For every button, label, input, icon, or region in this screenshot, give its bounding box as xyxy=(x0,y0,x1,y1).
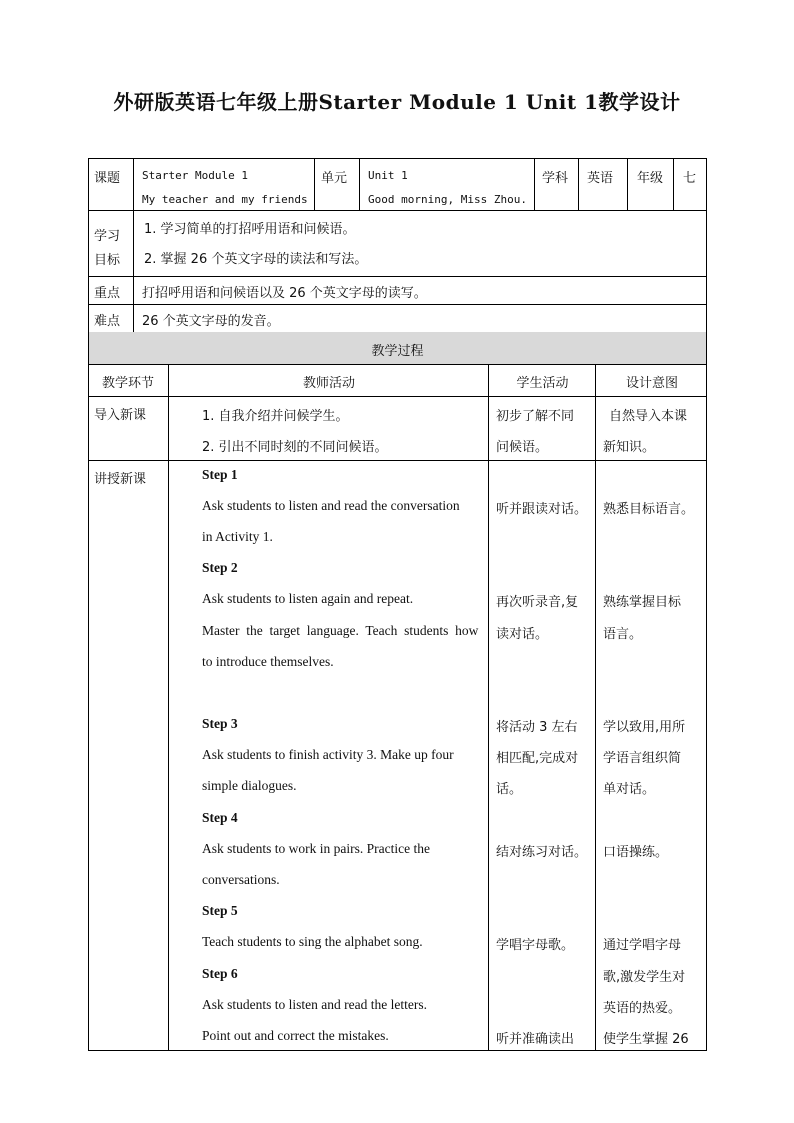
subject-value: 英语 xyxy=(587,171,614,186)
column-teacher: 教师活动 xyxy=(302,376,355,391)
teacher-activity-line: simple dialogues. xyxy=(202,778,297,793)
new-stage-cell xyxy=(88,460,168,1051)
topic-line2: My teacher and my friends xyxy=(142,193,308,206)
purpose-line: 学语言组织简 xyxy=(603,751,682,766)
step-heading: Step 5 xyxy=(202,903,238,918)
student-activity-line: 听并准确读出 xyxy=(496,1032,575,1047)
column-stage: 教学环节 xyxy=(101,376,154,391)
process-columns-row xyxy=(88,364,707,396)
teacher-activity-line: Ask students to work in pairs. Practice the xyxy=(202,841,430,856)
column-purpose: 设计意图 xyxy=(625,376,678,391)
document-title: 外研版英语七年级上册Starter Module 1 Unit 1教学设计 xyxy=(113,90,681,114)
new-stage-label: 讲授新课 xyxy=(94,472,147,487)
purpose-line: 学以致用,用所 xyxy=(603,720,686,735)
new-student-cell xyxy=(488,460,595,1051)
difficulties-label-cell xyxy=(88,304,133,332)
student-activity-line: 相匹配,完成对 xyxy=(496,751,579,766)
process-header: 教学过程 xyxy=(371,344,424,359)
new-teacher-cell xyxy=(168,460,488,1051)
objectives-content-cell xyxy=(133,210,707,276)
column-student-cell xyxy=(488,364,595,396)
objectives-label-line1: 学习 xyxy=(94,229,121,244)
intro-purpose-line: 自然导入本课 xyxy=(609,409,688,424)
key-points-content-cell xyxy=(133,276,707,304)
unit-line2: Good morning, Miss Zhou. xyxy=(368,193,527,206)
intro-teacher-line: 1. 自我介绍并问候学生。 xyxy=(202,409,349,424)
purpose-line: 英语的热爱。 xyxy=(603,1001,682,1016)
objectives-row xyxy=(88,210,707,276)
topic-label-cell xyxy=(88,158,133,210)
student-activity-line: 话。 xyxy=(496,782,523,797)
subject-value-cell xyxy=(578,158,627,210)
difficulties-row xyxy=(88,304,707,332)
column-stage-cell xyxy=(88,364,168,396)
process-header-row xyxy=(88,332,707,364)
key-points-label-cell xyxy=(88,276,133,304)
intro-student-line: 初步了解不同 xyxy=(496,409,575,424)
topic-value-cell xyxy=(133,158,314,210)
student-activity-line: 听并跟读对话。 xyxy=(496,502,588,517)
intro-student-cell xyxy=(488,396,595,460)
difficulties-content-cell xyxy=(133,304,707,332)
objective-item: 2. 掌握 26 个英文字母的读法和写法。 xyxy=(144,252,368,267)
unit-line1: Unit 1 xyxy=(368,169,408,182)
purpose-line: 口语操练。 xyxy=(603,845,669,860)
purpose-line: 使学生掌握 26 xyxy=(603,1032,689,1047)
unit-value-cell xyxy=(359,158,534,210)
key-points-text: 打招呼用语和问候语以及 26 个英文字母的读写。 xyxy=(142,286,427,301)
teacher-activity-line: in Activity 1. xyxy=(202,529,273,544)
teacher-activity-line: Teach students to sing the alphabet song. xyxy=(202,934,423,949)
column-teacher-cell xyxy=(168,364,488,396)
topic-line1: Starter Module 1 xyxy=(142,169,248,182)
difficulties-label: 难点 xyxy=(94,314,121,329)
purpose-line: 单对话。 xyxy=(603,782,656,797)
new-stage-row xyxy=(88,460,707,1051)
intro-stage-cell xyxy=(88,396,168,460)
step-heading: Step 3 xyxy=(202,716,238,731)
intro-student-line: 问候语。 xyxy=(496,440,549,455)
teacher-activity-line: Master the target language. Teach students how xyxy=(202,623,479,638)
teacher-activity-line: Ask students to listen and read the conversation xyxy=(202,498,460,513)
new-purpose-cell xyxy=(595,460,707,1051)
unit-label: 单元 xyxy=(321,171,348,186)
intro-stage-row xyxy=(88,396,707,460)
step-heading: Step 1 xyxy=(202,467,238,482)
teacher-activity-line: Ask students to listen and read the letters. xyxy=(202,997,427,1012)
teacher-activity-line: Ask students to listen again and repeat. xyxy=(202,591,414,606)
student-activity-line: 学唱字母歌。 xyxy=(496,938,575,953)
purpose-line: 通过学唱字母 xyxy=(603,938,682,953)
purpose-line: 熟练掌握目标 xyxy=(603,595,682,610)
intro-teacher-line: 2. 引出不同时刻的不同问候语。 xyxy=(202,440,388,455)
student-activity-line: 再次听录音,复 xyxy=(496,595,579,610)
unit-label-cell xyxy=(314,158,359,210)
grade-value-cell xyxy=(673,158,707,210)
process-header-cell xyxy=(88,332,707,364)
student-activity-line: 将活动 3 左右 xyxy=(496,720,578,735)
grade-label: 年级 xyxy=(637,171,664,186)
grade-label-cell xyxy=(627,158,673,210)
intro-teacher-cell xyxy=(168,396,488,460)
subject-label: 学科 xyxy=(542,171,569,186)
objectives-label-cell xyxy=(88,210,133,276)
teacher-activity-line: to introduce themselves. xyxy=(202,654,334,669)
intro-purpose-line: 新知识。 xyxy=(603,440,656,455)
objective-item: 1. 学习简单的打招呼用语和问候语。 xyxy=(144,222,356,237)
purpose-line: 歌,激发学生对 xyxy=(603,970,686,985)
grade-value: 七 xyxy=(683,171,697,186)
student-activity-line: 结对练习对话。 xyxy=(496,845,588,860)
info-row xyxy=(88,158,707,210)
teacher-activity-line: conversations. xyxy=(202,872,280,887)
purpose-line: 熟悉目标语言。 xyxy=(603,502,695,517)
key-points-row xyxy=(88,276,707,304)
step-heading: Step 6 xyxy=(202,966,238,981)
step-heading: Step 2 xyxy=(202,560,238,575)
intro-purpose-cell xyxy=(595,396,707,460)
topic-label: 课题 xyxy=(94,171,121,186)
difficulties-text: 26 个英文字母的发音。 xyxy=(142,314,280,329)
objectives-label-line2: 目标 xyxy=(94,253,121,268)
student-activity-line: 读对话。 xyxy=(496,627,549,642)
column-student: 学生活动 xyxy=(516,376,569,391)
step-heading: Step 4 xyxy=(202,810,238,825)
purpose-line: 语言。 xyxy=(603,627,643,642)
key-points-label: 重点 xyxy=(94,286,121,301)
column-purpose-cell xyxy=(595,364,707,396)
intro-stage-label: 导入新课 xyxy=(94,408,147,423)
teacher-activity-line: Ask students to finish activity 3. Make up four xyxy=(202,747,454,762)
teacher-activity-line: Point out and correct the mistakes. xyxy=(202,1028,389,1043)
subject-label-cell xyxy=(534,158,578,210)
